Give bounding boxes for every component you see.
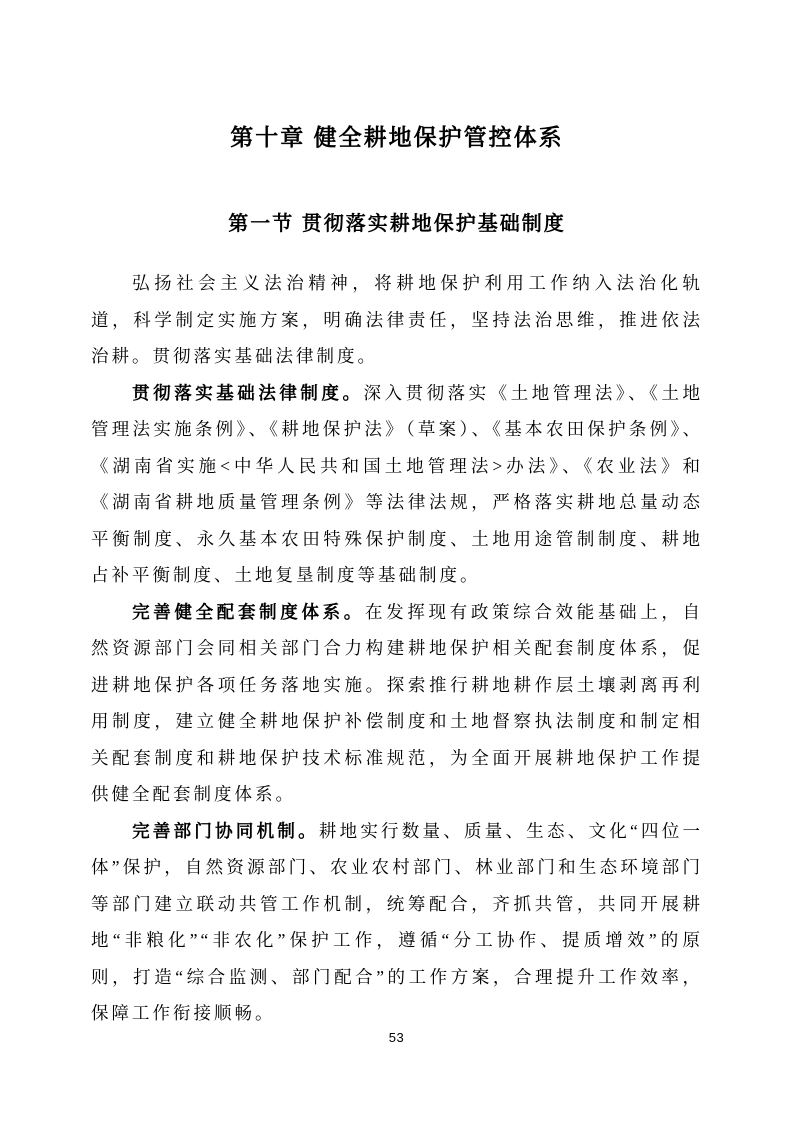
paragraph-lead: 贯彻落实基础法律制度。 — [132, 382, 364, 403]
paragraph-text: 深入贯彻落实《土地管理法》、《土地管理法实施条例》、《耕地保护法》（草案）、《基本农田保护条例》、《湖南省实施<中华人民共和国土地管理法>办法》、《农业法》和《湖南省耕地质量管理条例》等法律法规，严格落实耕地总量动态平衡制度、永久基本农田特殊保护制度、土地用途管制制度、耕地占补平衡制度、土地复垦制度等基础制度。 — [91, 382, 704, 586]
paragraph — [91, 375, 703, 594]
paragraph-lead: 完善部门协同机制。 — [132, 820, 319, 841]
paragraph — [91, 594, 703, 813]
paragraph — [91, 265, 703, 375]
paragraph — [91, 813, 703, 1032]
chapter-title: 第十章 健全耕地保护管控体系 — [230, 124, 564, 151]
paragraph-text: 耕地实行数量、质量、生态、文化“四位一体”保护，自然资源部门、农业农村部门、林业部门和生态环境部门等部门建立联动共管工作机制，统筹配合，齐抓共管，共同开展耕地“非粮化”“非农化”保护工作，遵循“分工协作、提质增效”的原则，打造“综合监测、部门配合”的工作方案，合理提升工作效率，保障工作衔接顺畅。 — [91, 820, 703, 1024]
paragraph-text: 在发挥现有政策综合效能基础上，自然资源部门会同相关部门合力构建耕地保护相关配套制度体系，促进耕地保护各项任务落地实施。探索推行耕地耕作层土壤剥离再利用制度，建立健全耕地保护补偿制度和土地督察执法制度和制定相关配套制度和耕地保护技术标准规范，为全面开展耕地保护工作提供健全配套制度体系。 — [91, 601, 704, 805]
paragraph-text: 弘扬社会主义法治精神，将耕地保护利用工作纳入法治化轨道，科学制定实施方案，明确法律责任，坚持法治思维，推进依法治耕。贯彻落实基础法律制度。 — [91, 273, 703, 367]
paragraph-lead: 完善健全配套制度体系。 — [132, 601, 365, 622]
section-title: 第一节 贯彻落实耕地保护基础制度 — [228, 212, 566, 235]
page-number: 53 — [388, 1030, 405, 1045]
body-text — [91, 265, 703, 1032]
